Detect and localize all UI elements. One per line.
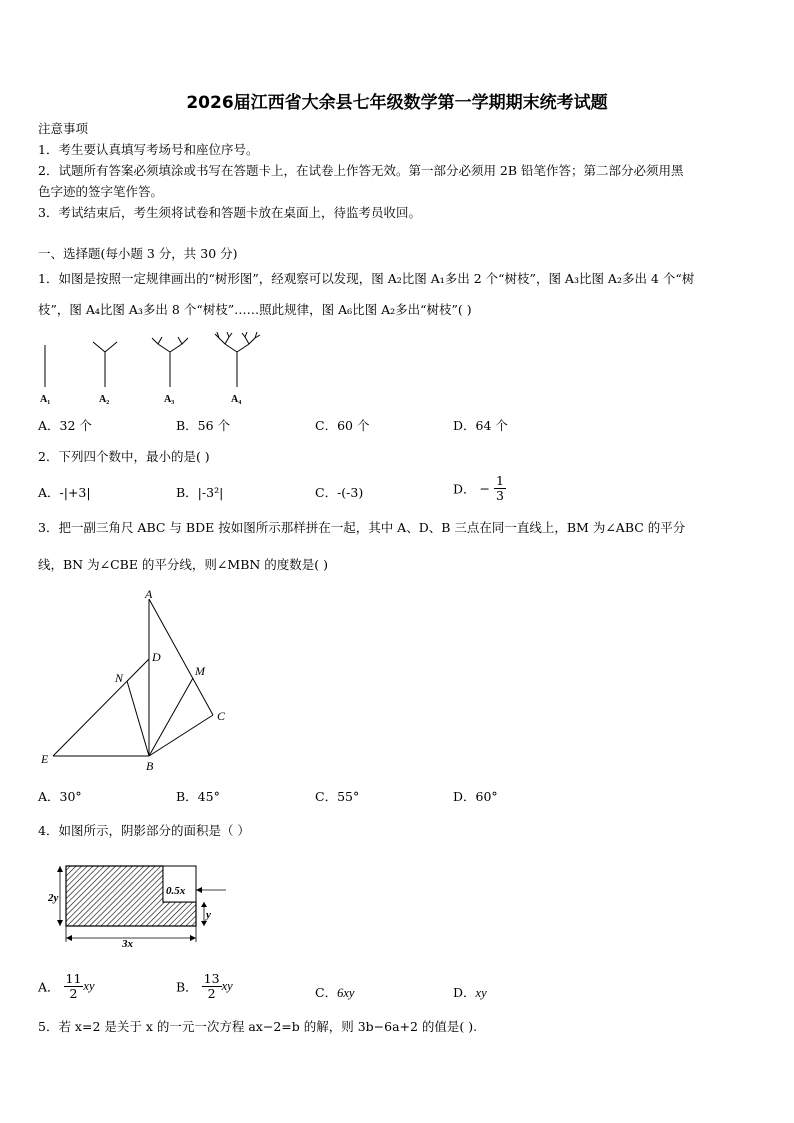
q4-option-c (315, 983, 354, 1001)
dimension-label: 0.5x (166, 885, 186, 897)
question-3-line-1: 3．把一副三角尺 ABC 与 BDE 按如图所示那样拼在一起，其中 A、D、B 三点在同一直线上，BM 为∠ABC 的平分 (38, 520, 686, 535)
fraction (202, 972, 222, 1001)
variable: xy (221, 979, 233, 993)
point-label: A (145, 587, 153, 601)
q4-option-b (176, 972, 233, 1001)
question-2-stem: 2．下列四个数中，最小的是( ) (38, 449, 210, 464)
notice-item: 1．考生要认真填写考场号和座位序号。 (38, 142, 259, 157)
point-label: N (115, 671, 124, 685)
point-label: E (41, 752, 49, 766)
dimension-label: 3x (122, 938, 133, 950)
fig-label: A₃ (164, 394, 175, 405)
q2-option-c: C．-(-3) (315, 485, 364, 500)
option-value: 6xy (337, 986, 355, 1000)
option-value: xy (475, 986, 487, 1000)
q2-option-a: A．-|+3| (38, 485, 91, 500)
q1-option-c: C．60 个 (315, 418, 370, 433)
fig-label: A₁ (40, 394, 51, 405)
notice-heading: 注意事项 (38, 121, 89, 136)
q3-option-c: C．55° (315, 789, 360, 804)
section-heading: 一、选择题(每小题 3 分，共 30 分) (38, 246, 238, 261)
fraction (64, 972, 84, 1001)
notice-item: 3．考试结束后，考生须将试卷和答题卡放在桌面上，待监考员收回。 (38, 205, 421, 220)
fig-label: A₂ (99, 394, 110, 405)
q4-option-a (38, 972, 95, 1001)
question-1-line-1: 1．如图是按照一定规律画出的“树形图”，经观察可以发现，图 A₂比图 A₁多出 2 个“树枝”，图 A₃比图 A₂多出 4 个“树 (38, 271, 695, 286)
question-4-stem: 4．如图所示，阴影部分的面积是（ ） (38, 823, 250, 838)
question-1-line-2: 枝”，图 A₄比图 A₃多出 8 个“树枝”……照此规律，图 A₆比图 A₂多出“树枝”( ) (38, 302, 472, 317)
variable: xy (83, 979, 95, 993)
option-letter: D． (453, 481, 476, 497)
dimension-label: 2y (48, 892, 59, 904)
fraction-numerator: 13 (203, 971, 220, 986)
tree-figure (30, 330, 280, 408)
dimension-label: y (206, 909, 211, 921)
question-3-line-2: 线，BN 为∠CBE 的平分线，则∠MBN 的度数是( ) (38, 557, 329, 572)
q3-option-a: A．30° (38, 789, 82, 804)
fraction-numerator: 11 (65, 971, 82, 986)
question-5-stem: 5．若 x=2 是关于 x 的一元一次方程 ax−2=b 的解，则 3b−6a+2 的值是( ). (38, 1019, 478, 1034)
notice-item: 2．试题所有答案必须填涂或书写在答题卡上，在试卷上作答无效。第一部分必须用 2B 铅笔作答；第二部分必须用黑 (38, 163, 684, 178)
fraction-denominator: 2 (207, 986, 216, 1001)
shaded-area-figure (46, 856, 236, 952)
q2-option-b: B．|-3²| (176, 485, 224, 500)
point-label: B (146, 759, 154, 773)
fraction-numerator: 1 (495, 473, 504, 488)
q1-option-a: A．32 个 (38, 418, 92, 433)
option-letter: B． (176, 979, 198, 995)
q1-option-d: D．64 个 (453, 418, 508, 433)
point-label: D (152, 650, 161, 664)
option-letter: D． (453, 985, 476, 1000)
point-label: C (217, 709, 226, 723)
point-label: M (195, 664, 205, 678)
q2-option-d (453, 474, 506, 503)
page-title: 2026届江西省大余县七年级数学第一学期期末统考试题 (186, 93, 608, 113)
q3-option-d: D．60° (453, 789, 498, 804)
fraction-denominator: 3 (495, 488, 504, 503)
option-letter: C． (315, 985, 338, 1000)
q4-option-d (453, 983, 487, 1001)
option-letter: A． (38, 979, 60, 995)
fig-label: A₄ (231, 394, 242, 405)
minus-sign: − (479, 481, 490, 496)
q3-option-b: B．45° (176, 789, 220, 804)
triangle-figure (36, 585, 236, 775)
fraction (494, 474, 506, 503)
fraction-denominator: 2 (69, 986, 78, 1001)
q1-option-b: B．56 个 (176, 418, 231, 433)
notice-item: 色字迹的签字笔作答。 (38, 184, 164, 199)
